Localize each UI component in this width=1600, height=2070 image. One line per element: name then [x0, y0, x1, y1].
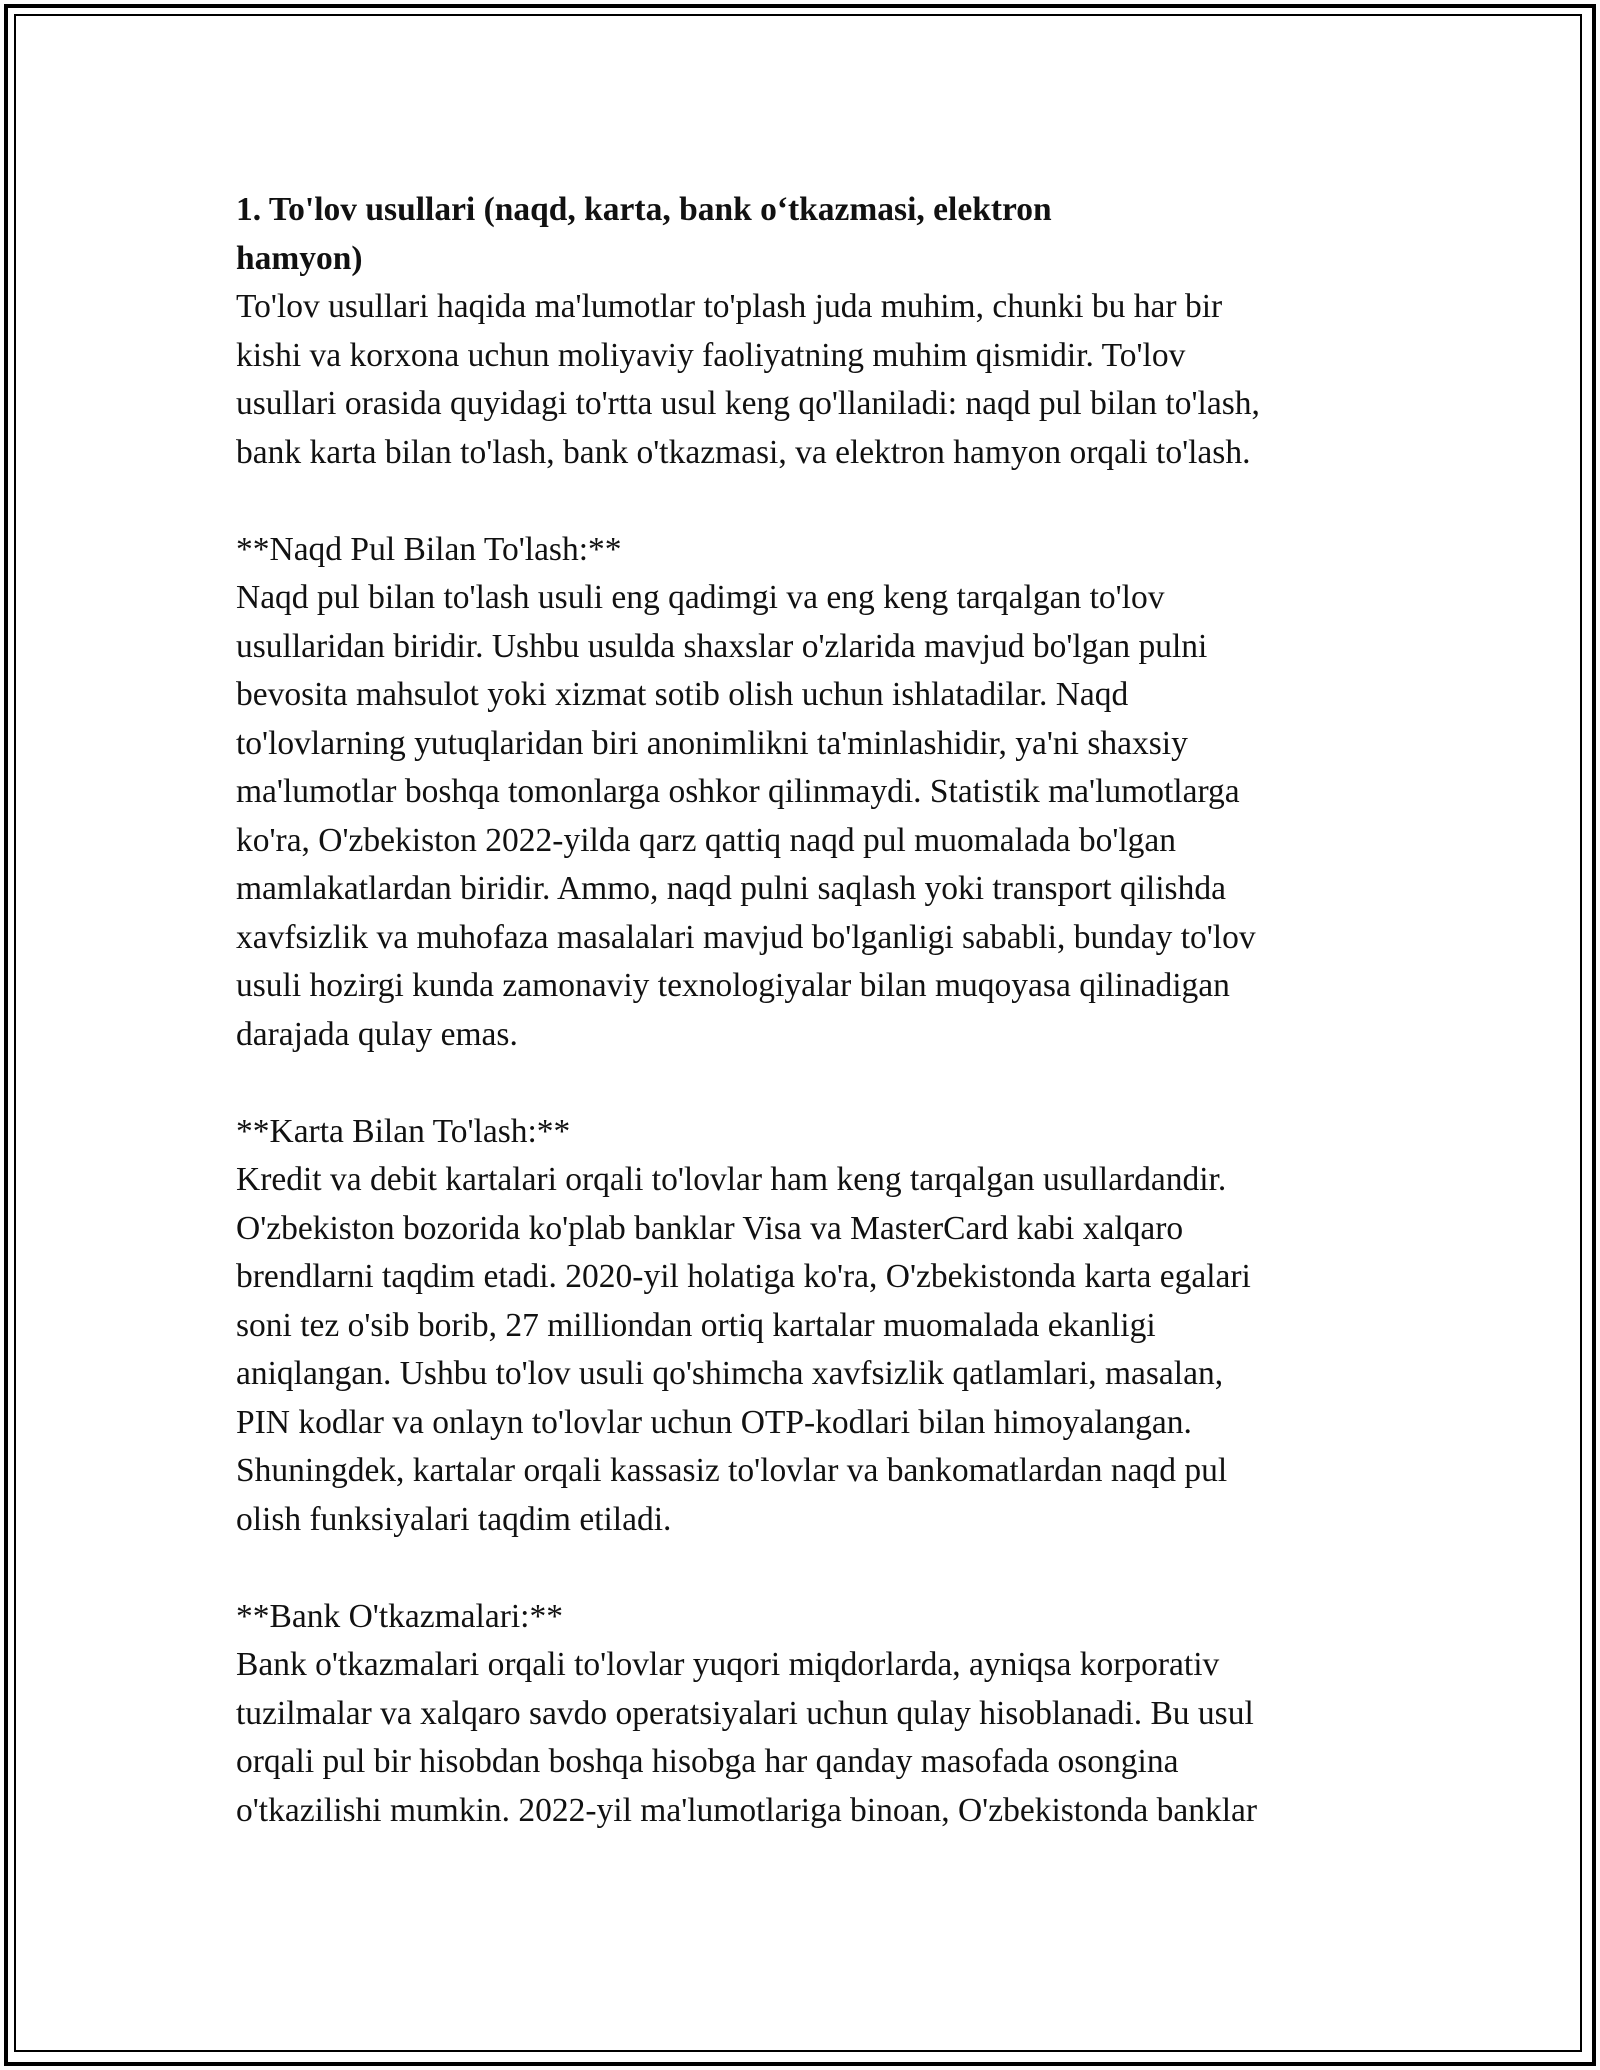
section-body-bank-otkazmalari: Bank o'tkazmalari orqali to'lovlar yuqori miqdorlarda, ayniqsa korporativ tuzilmalar va xalqaro savdo operatsiyalari uchun qulay hisoblanadi. Bu usul orqali pul bir hisobdan boshqa hisobga har qanday masofada osongina o'tkazilishi mumkin. 2022-yil ma'lumotlariga binoan, O'zbekistonda banklar [236, 1646, 1258, 1829]
section-bank-otkazmalari [236, 1593, 1366, 1836]
section-body-naqd-pul: Naqd pul bilan to'lash usuli eng qadimgi va eng keng tarqalgan to'lov usullaridan biridir. Ushbu usulda shaxslar o'zlarida mavjud bo'lgan pulni bevosita mahsulot yoki xizmat sotib olish uchun ishlatadilar. Naqd to'lovlarning yutuqlaridan biri anonimlikni ta'minlashidir, ya'ni shaxsiy ma'lumotlar boshqa tomonlarga oshkor qilinmaydi. Statistik ma'lumotlarga ko'ra, O'zbekiston 2022-yilda qarz qattiq naqd pul muomalada bo'lgan mamlakatlardan biridir. Ammo, naqd pulni saqlash yoki transport qilishda xavfsizlik va muhofaza masalalari mavjud bo'lganligi sababli, bunday to'lov usuli hozirgi kunda zamonaviy texnologiyalar bilan muqoyasa qilinadigan darajada qulay emas. [236, 579, 1256, 1053]
intro-paragraph: To'lov usullari haqida ma'lumotlar to'plash juda muhim, chunki bu har bir kishi va korxona uchun moliyaviy faoliyatning muhim qismidir. To'lov usullari orasida quyidagi to'rtta usul keng qo'llaniladi: naqd pul bilan to'lash, bank karta bilan to'lash, bank o'tkazmasi, va elektron hamyon orqali to'lash. [236, 288, 1260, 471]
section-karta [236, 1108, 1366, 1545]
section-heading: 1. To'lov usullari (naqd, karta, bank o‘tkazmasi, elektron hamyon) [236, 191, 1052, 277]
section-title-naqd-pul: **Naqd Pul Bilan To'lash:** [236, 530, 622, 568]
section-body-karta: Kredit va debit kartalari orqali to'lovlar ham keng tarqalgan usullardandir. O'zbekiston bozorida ko'plab banklar Visa va MasterCard kabi xalqaro brendlarni taqdim etadi. 2020-yil holatiga ko'ra, O'zbekistonda karta egalari soni tez o'sib borib, 27 milliondan ortiq kartalar muomalada ekanligi aniqlangan. Ushbu to'lov usuli qo'shimcha xavfsizlik qatlamlari, masalan, PIN kodlar va onlayn to'lovlar uchun OTP-kodlari bilan himoyalangan. Shuningdek, kartalar orqali kassasiz to'lovlar va bankomatlardan naqd pul olish funksiyalari taqdim etiladi. [236, 1161, 1251, 1538]
section-title-karta: **Karta Bilan To'lash:** [236, 1112, 571, 1150]
document-body [236, 186, 1366, 1835]
section-title-bank-otkazmalari: **Bank O'tkazmalari:** [236, 1597, 563, 1635]
section-naqd-pul [236, 526, 1366, 1060]
